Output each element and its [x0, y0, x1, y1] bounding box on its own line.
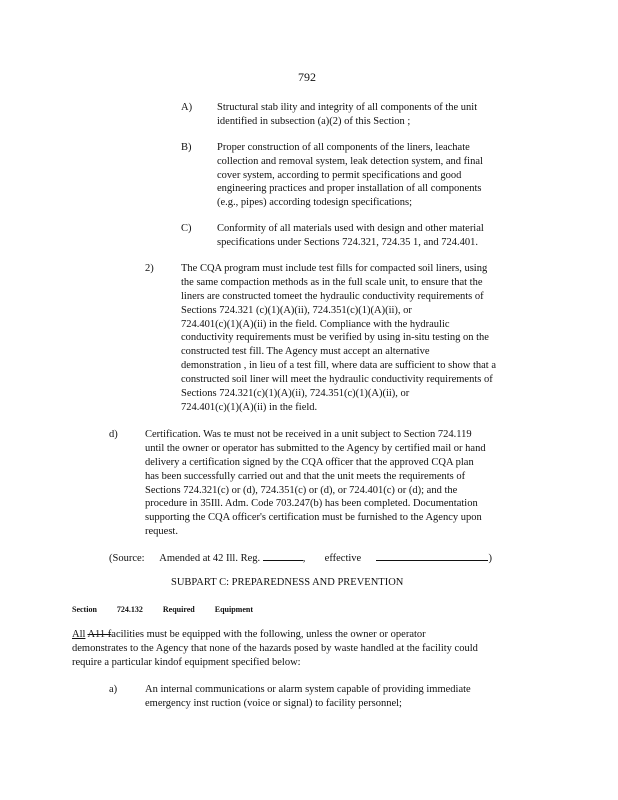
item-b-line: (e.g., pipes) according todesign specifications;	[217, 197, 413, 208]
item-d-line: until the owner or operator has submitted to the Agency by certified mail or hand	[145, 443, 486, 454]
item-d-line: delivery a certification signed by the CQA officer that the approved CQA plan	[145, 457, 474, 468]
page-number: 792	[298, 70, 316, 84]
item-d-line: has been successfully carried out and that the unit meets the requirements of	[145, 471, 466, 482]
source-amended: Amended at 42 Ill. Reg.	[159, 553, 261, 564]
deleted-text: A11 f	[87, 629, 112, 640]
item-2-line: the same compaction methods as in the full scale unit, to ensure that the	[181, 277, 483, 288]
item-2-line: Sections 724.321(c)(1)(A)(ii), 724.351(c)(1)(A)(ii), or	[181, 388, 410, 399]
item-a-upper-line: identified in subsection (a)(2) of this Section ;	[217, 116, 411, 127]
section-title-equipment: Equipment	[214, 605, 253, 614]
item-2-line: Sections 724.321 (c)(1)(A)(ii), 724.351(c)(1)(A)(ii), or	[181, 305, 412, 316]
item-a-lower-line: emergency inst ruction (voice or signal) to facility personnel;	[145, 698, 402, 709]
source-prefix: (Source:	[109, 553, 145, 564]
item-2-line: 724.401(c)(1)(A)(ii) in the field.	[181, 402, 318, 413]
item-b-line: cover system, according to permit specifications and good	[217, 170, 462, 181]
intro-line	[72, 628, 426, 642]
source-close: )	[488, 553, 492, 564]
item-d-label: d)	[109, 429, 118, 440]
register-blank	[263, 550, 303, 561]
item-2-line: conductivity requirements must be verified by using in-situ testing on the	[181, 332, 489, 343]
source-effective: effective	[324, 553, 362, 564]
item-d-line: supporting the CQA officer's certification must be furnished to the Agency upon	[145, 512, 482, 523]
item-2-line: constructed test fill. The Agency must accept an alternative	[181, 346, 430, 357]
item-d-line: Sections 724.321(c) or (d), 724.351(c) or (d), or 724.401(c) or (d); and the	[145, 485, 458, 496]
item-b-line: collection and removal system, leak detection system, and final	[217, 156, 483, 167]
item-c-line: specifications under Sections 724.321, 724.35 1, and 724.401.	[217, 237, 479, 248]
item-2-line: 724.401(c)(1)(A)(ii) in the field. Compliance with the hydraulic	[181, 319, 450, 330]
item-2-line: constructed soil liner will meet the hydraulic conductivity requirements of	[181, 374, 493, 385]
item-b-label: B)	[181, 142, 192, 153]
item-c-line: Conformity of all materials used with design and other material	[217, 223, 484, 234]
intro-line-rest: acilities must be equipped with the following, unless the owner or operator	[111, 629, 426, 640]
section-word: Section	[72, 605, 97, 614]
item-c-label: C)	[181, 223, 192, 234]
item-2-label: 2)	[145, 263, 154, 274]
section-heading	[72, 603, 253, 617]
source-note	[109, 550, 492, 566]
item-b-line: Proper construction of all components of the liners, leachate	[217, 142, 470, 153]
intro-line: demonstrates to the Agency that none of the hazards posed by waste handled at the facility could	[72, 643, 478, 654]
item-a-upper-label: A)	[181, 102, 193, 113]
item-2-line: The CQA program must include test fills for compacted soil liners, using	[181, 263, 488, 274]
item-d-line: Certification. Was te must not be received in a unit subject to Section 724.119	[145, 429, 472, 440]
item-a-lower-label: a)	[109, 684, 118, 695]
item-2-line: liners are constructed tomeet the hydraulic conductivity requirements of	[181, 291, 484, 302]
item-d-line: procedure in 35Ill. Adm. Code 703.247(b) has been completed. Documentation	[145, 498, 478, 509]
item-d-line: request.	[145, 526, 178, 537]
section-title-required: Required	[162, 605, 195, 614]
subpart-heading: SUBPART C: PREPAREDNESS AND PREVENTION	[171, 577, 404, 588]
item-a-lower-line: An internal communications or alarm system capable of providing immediate	[145, 684, 471, 695]
item-b-line: engineering practices and proper installation of all components	[217, 183, 482, 194]
section-number: 724.132	[116, 605, 143, 614]
source-comma: ,	[302, 553, 306, 564]
intro-line: require a particular kindof equipment specified below:	[72, 657, 301, 668]
inserted-text: All	[72, 629, 86, 640]
effective-date-blank	[376, 550, 488, 561]
item-2-line: demonstration , in lieu of a test fill, where data are sufficient to show that a	[181, 360, 497, 371]
item-a-upper-line: Structural stab ility and integrity of all components of the unit	[217, 102, 478, 113]
